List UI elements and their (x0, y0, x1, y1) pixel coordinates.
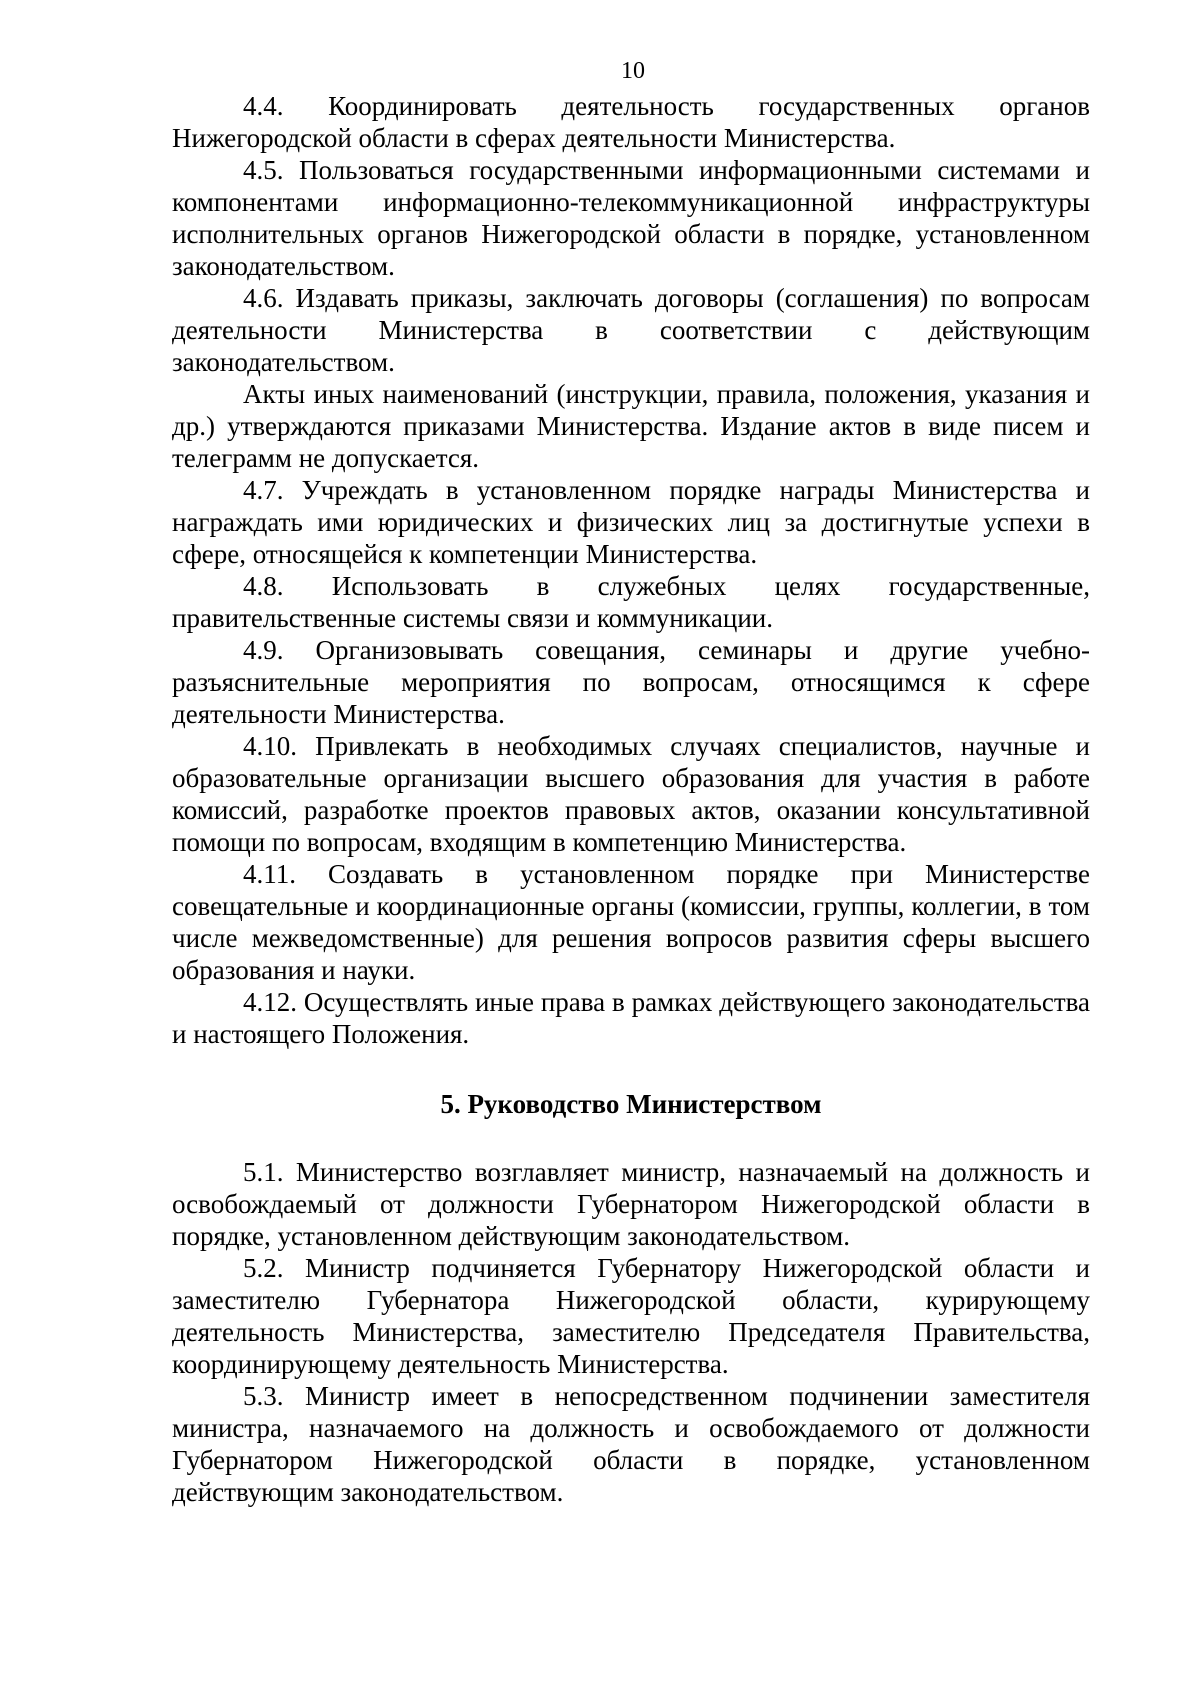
paragraph-4-11: 4.11. Создавать в установленном порядке при Министерстве совещательные и координационные органы (комиссии, группы, коллегии, в том числе межведомственные) для решения вопросов развития сферы высшего образования и науки. (172, 859, 1090, 985)
paragraph-4-12: 4.12. Осуществлять иные права в рамках действующего законодательства и настоящего Положения. (172, 987, 1090, 1049)
paragraph-5-3: 5.3. Министр имеет в непосредственном подчинении заместителя министра, назначаемого на должность и освобождаемого от должности Губернатором Нижегородской области в порядке, установленном действующим законодательством. (172, 1381, 1090, 1507)
paragraph-4-7: 4.7. Учреждать в установленном порядке награды Министерства и награждать ими юридических и физических лиц за достигнутые успехи в сфере, относящейся к компетенции Министерства. (172, 475, 1090, 569)
paragraph-4-8: 4.8. Использовать в служебных целях государственные, правительственные системы связи и коммуникации. (172, 571, 1090, 633)
paragraph-acts: Акты иных наименований (инструкции, правила, положения, указания и др.) утверждаются приказами Министерства. Издание актов в виде писем и телеграмм не допускается. (172, 379, 1090, 473)
paragraph-4-6: 4.6. Издавать приказы, заключать договоры (соглашения) по вопросам деятельности Министерства в соответствии с действующим законодательством. (172, 283, 1090, 377)
paragraph-4-5: 4.5. Пользоваться государственными информационными системами и компонентами информационно-телекоммуникационной инфраструктуры исполнительных органов Нижегородской области в порядке, установленном законодательством. (172, 155, 1090, 281)
paragraph-4-9: 4.9. Организовывать совещания, семинары и другие учебно-разъяснительные мероприятия по вопросам, относящимся к сфере деятельности Министерства. (172, 635, 1090, 729)
document-body (172, 90, 1090, 1508)
paragraph-4-10: 4.10. Привлекать в необходимых случаях специалистов, научные и образовательные организации высшего образования для участия в работе комиссий, разработке проектов правовых актов, оказании консультативной помощи по вопросам, входящим в компетенцию Министерства. (172, 731, 1090, 857)
page-number: 10 (621, 58, 645, 84)
paragraph-4-4: 4.4. Координировать деятельность государственных органов Нижегородской области в сферах деятельности Министерства. (172, 91, 1090, 153)
paragraph-5-2: 5.2. Министр подчиняется Губернатору Нижегородской области и заместителю Губернатора Нижегородской области, курирующему деятельность Министерства, заместителю Председателя Правительства, координирующему деятельность Министерства. (172, 1253, 1090, 1379)
section-5-heading: 5. Руководство Министерством (440, 1089, 822, 1119)
paragraph-5-1: 5.1. Министерство возглавляет министр, назначаемый на должность и освобождаемый от должности Губернатором Нижегородской области в порядке, установленном действующим законодательством. (172, 1157, 1090, 1251)
